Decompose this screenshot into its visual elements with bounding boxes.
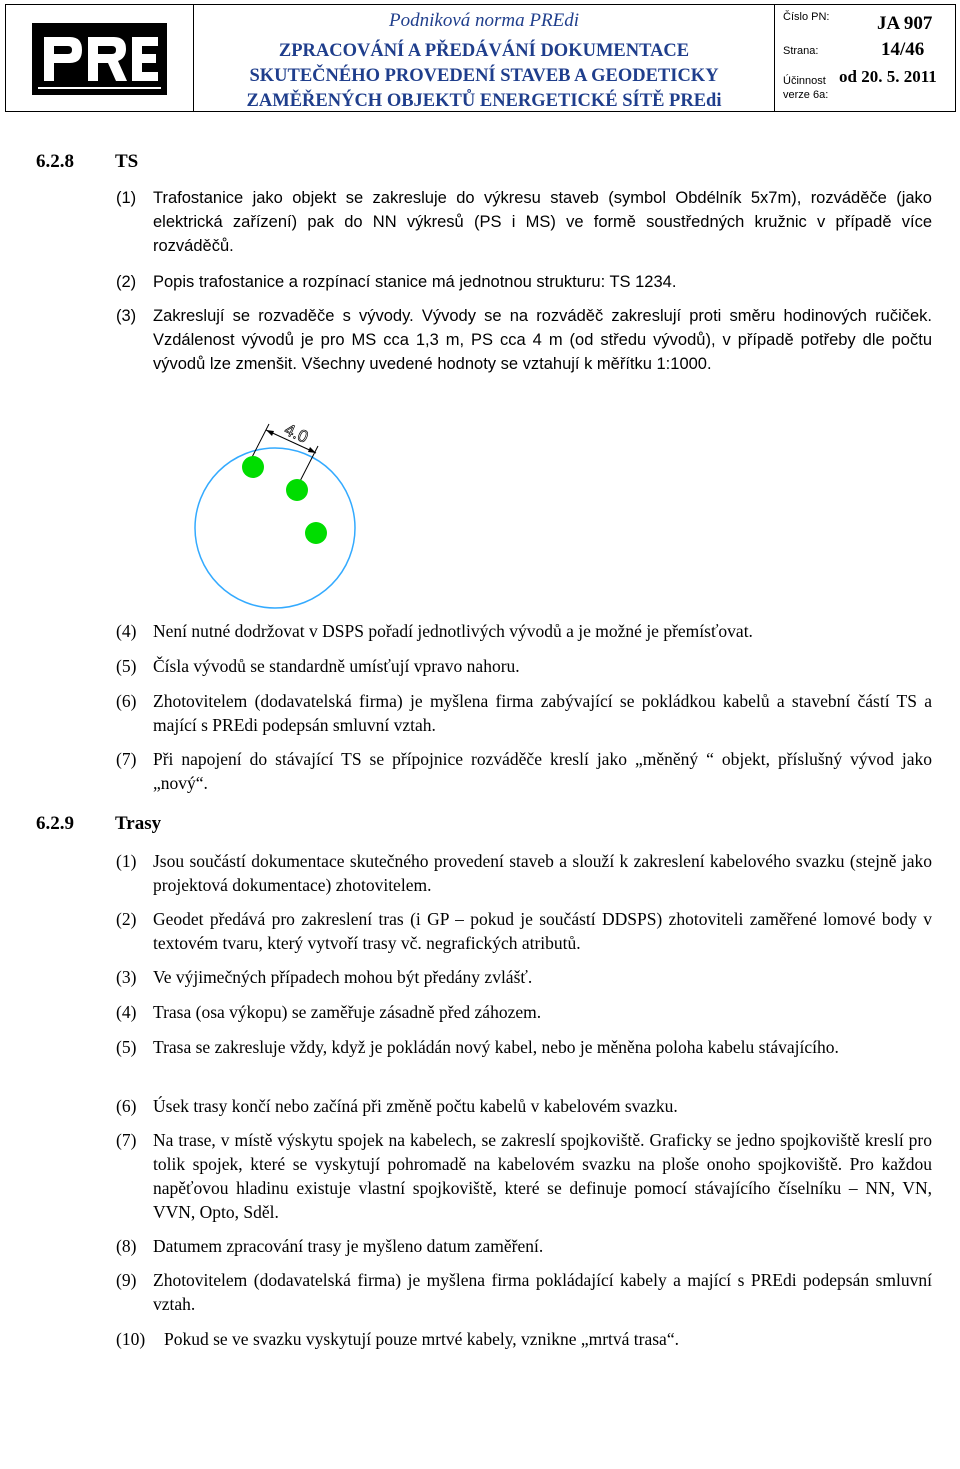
verze-label: verze 6a: <box>783 89 829 101</box>
norm-name: Podniková norma PREdi <box>389 10 579 31</box>
section-number: 6.2.8 <box>36 151 74 172</box>
item-number: (9) <box>116 1270 137 1290</box>
dimension-label: 4.0 <box>281 419 311 447</box>
outlet-node <box>305 522 327 544</box>
item-number: (5) <box>116 1037 137 1057</box>
item-text: Pokud se ve svazku vyskytují pouze mrtvé kabely, vznikne „mrtvá trasa“. <box>164 1329 679 1349</box>
document-title <box>194 39 774 114</box>
item-number: (7) <box>116 749 137 769</box>
trasy-item-1 <box>116 849 932 897</box>
title-line-1: ZPRACOVÁNÍ A PŘEDÁVÁNÍ DOKUMENTACE <box>278 41 690 61</box>
ts-item-4 <box>116 619 932 643</box>
section-title: Trasy <box>115 813 162 834</box>
trasy-item-8 <box>116 1234 932 1258</box>
item-number: (4) <box>116 621 137 641</box>
pre-logo <box>32 23 167 95</box>
document-header <box>5 4 956 112</box>
item-number: (5) <box>116 656 137 676</box>
ts-item-6 <box>116 689 932 737</box>
item-text: Na trase, v místě výskytu spojek na kabelech, se zakreslí spojkoviště. Graficky se jedno spojkoviště kreslí pro tolik spojek, které se vyskytují pohromadě na kabelovém svazku na ploše onoho spojkoviště. Pro každou napěťovou hladinu existuje vlastní spojkoviště, které se definuje pomocí stávajícího číselníku – NN, VN, VVN, Opto, Sděl. <box>153 1130 932 1222</box>
item-text: Trafostanice jako objekt se zakresluje do výkresu staveb (symbol Obdélník 5x7m), rozváděče (jako elektrická zařízení) pak do NN výkresů (PS i MS) ve formě soustředných kružnic v případě více rozváděčů. <box>153 189 932 255</box>
item-number: (2) <box>116 909 137 929</box>
item-number: (2) <box>116 273 137 291</box>
ts-item-1 <box>116 186 932 258</box>
item-text: Při napojení do stávající TS se přípojnice rozváděče kreslí jako „měněný “ objekt, příslušný vývod jako „nový“. <box>153 749 932 793</box>
item-text: Zakreslují se rozvaděče s vývody. Vývody se na rozváděč zakreslují proti směru hodinových ručiček. Vzdálenost vývodů je pro MS cca 1,3 m, PS cca 4 m (od středu vývodů), v případě potřeby dle počtu vývodů lze zmenšit. Všechny uvedené hodnoty se vztahují k měřítku 1:1000. <box>153 307 932 373</box>
title-cell <box>194 5 775 111</box>
outlet-node <box>242 456 264 478</box>
title-line-3: ZAMĚŘENÝCH OBJEKTŮ ENERGETICKÉ SÍTĚ PREdi <box>246 91 722 111</box>
item-text: Geodet předává pro zakreslení tras (i GP – pokud je součástí DDSPS) zhotoviteli zaměřené lomové body v textovém tvaru, který vytvoří trasy vč. negrafických atributů. <box>153 909 932 953</box>
item-number: (6) <box>116 691 137 711</box>
item-number: (1) <box>116 189 137 207</box>
outlet-node <box>286 479 308 501</box>
dimension-arrow <box>308 447 316 453</box>
section-title: TS <box>115 151 139 172</box>
item-text: Datumem zpracování trasy je myšleno datum zaměření. <box>153 1236 544 1256</box>
dimension-arrow <box>266 430 274 436</box>
item-text: Úsek trasy končí nebo začíná při změně počtu kabelů v kabelovém svazku. <box>153 1096 678 1116</box>
ucinnost-label: Účinnost <box>783 75 826 87</box>
ts-item-7 <box>116 747 932 795</box>
ucinnost-value: od 20. 5. 2011 <box>839 67 937 86</box>
strana-label: Strana: <box>783 45 819 57</box>
cislo-value: JA 907 <box>877 13 933 34</box>
switchboard-diagram <box>170 412 370 612</box>
trasy-item-7 <box>116 1128 932 1224</box>
ts-item-5 <box>116 654 932 678</box>
item-text: Čísla vývodů se standardně umísťují vpravo nahoru. <box>153 656 520 676</box>
meta-cell <box>775 5 955 111</box>
item-number: (10) <box>116 1329 146 1349</box>
strana-value: 14/46 <box>881 39 925 60</box>
item-number: (8) <box>116 1236 137 1256</box>
item-number: (6) <box>116 1096 137 1116</box>
item-number: (3) <box>116 307 137 325</box>
trasy-item-6 <box>116 1094 932 1118</box>
item-number: (4) <box>116 1002 137 1022</box>
trasy-item-10 <box>116 1327 932 1351</box>
item-text: Není nutné dodržovat v DSPS pořadí jednotlivých vývodů a je možné je přemísťovat. <box>153 621 753 641</box>
switchboard-circle <box>195 448 355 608</box>
trasy-item-3 <box>116 965 932 989</box>
logo-cell <box>6 5 194 111</box>
cislo-label: Číslo PN: <box>783 11 830 23</box>
item-number: (1) <box>116 851 137 871</box>
item-text: Trasa se zakresluje vždy, když je pokládán nový kabel, nebo je měněna poloha kabelu stávajícího. <box>153 1037 839 1057</box>
item-text: Jsou součástí dokumentace skutečného provedení staveb a slouží k zakreslení kabelového svazku (stejně jako projektová dokumentace) zhotovitelem. <box>153 851 932 895</box>
trasy-item-5 <box>116 1035 932 1059</box>
title-line-2: SKUTEČNÉHO PROVEDENÍ STAVEB A GEODETICKY <box>249 66 719 86</box>
item-number: (3) <box>116 967 137 987</box>
ts-item-2 <box>116 270 932 294</box>
item-text: Ve výjimečných případech mohou být předány zvlášť. <box>153 967 533 987</box>
item-text: Zhotovitelem (dodavatelská firma) je myšlena firma zabývající se pokládkou kabelů a stavební částí TS a mající s PREdi podepsán smluvní vztah. <box>153 691 932 735</box>
item-text: Zhotovitelem (dodavatelská firma) je myšlena firma pokládající kabely a mající s PREdi podepsán smluvní vztah. <box>153 1270 932 1314</box>
trasy-item-9 <box>116 1268 932 1316</box>
trasy-item-4 <box>116 1000 932 1024</box>
trasy-item-2 <box>116 907 932 955</box>
item-number: (7) <box>116 1130 137 1150</box>
ts-item-3 <box>116 304 932 376</box>
section-number: 6.2.9 <box>36 813 74 834</box>
item-text: Trasa (osa výkopu) se zaměřuje zásadně před záhozem. <box>153 1002 542 1022</box>
item-text: Popis trafostanice a rozpínací stanice má jednotnou strukturu: TS 1234. <box>153 273 677 291</box>
